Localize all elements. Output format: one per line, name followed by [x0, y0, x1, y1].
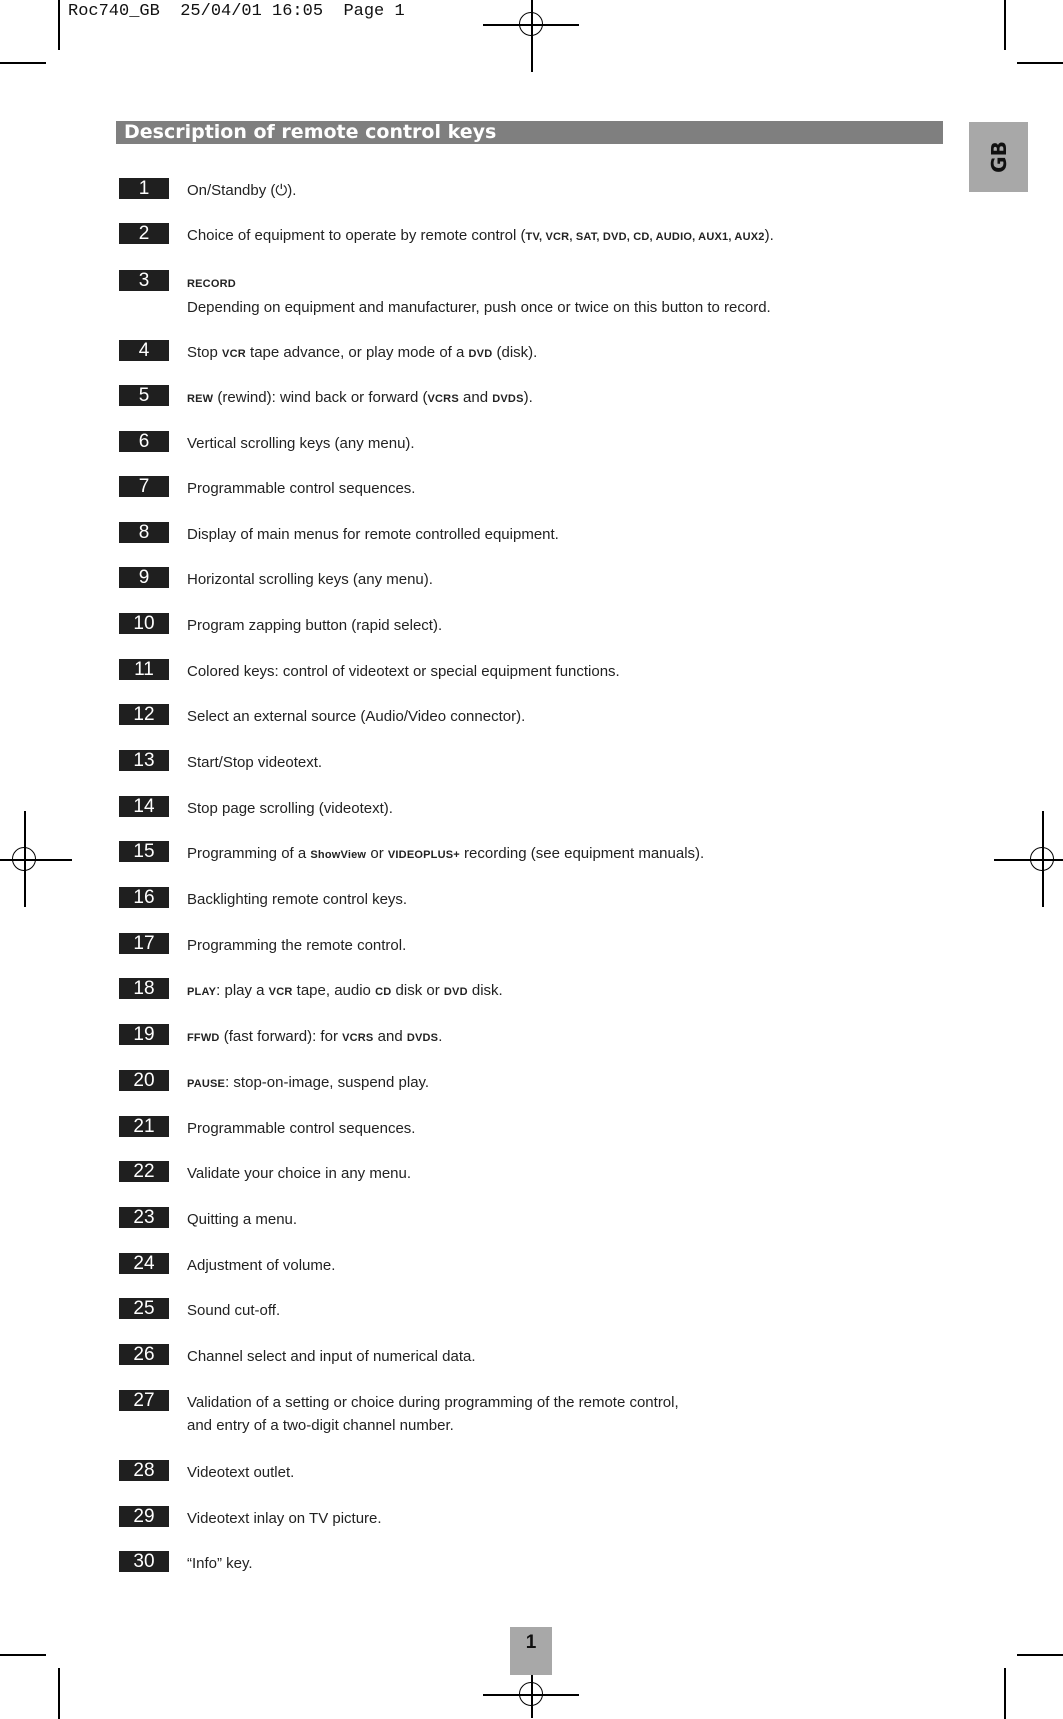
key-item-6 [119, 431, 969, 475]
section-header [116, 121, 943, 144]
key-description: Programmable control sequences. [187, 1120, 416, 1137]
key-number: 21 [119, 1116, 169, 1137]
key-description: Backlighting remote control keys. [187, 891, 408, 908]
key-description: Colored keys: control of videotext or special equipment functions. [187, 663, 620, 680]
print-slug: Roc740_GB 25/04/01 16:05 Page 1 [68, 2, 405, 21]
key-item-20 [119, 1070, 969, 1114]
key-number: 10 [119, 613, 169, 634]
key-number: 5 [119, 385, 169, 406]
registration-mark-top [507, 0, 555, 48]
key-description: Programming the remote control. [187, 937, 407, 954]
key-item-12 [119, 704, 969, 748]
key-description: “Info” key. [187, 1555, 253, 1572]
key-description: RECORD Depending on equipment and manufacturer, push once or twice on this button to record. [187, 278, 771, 316]
registration-mark-bottom [507, 1670, 555, 1718]
key-description: Choice of equipment to operate by remote control (TV, VCR, SAT, DVD, CD, AUDIO, AUX1, AUX2). [187, 227, 774, 244]
key-item-27 [119, 1390, 969, 1434]
key-number: 3 [119, 270, 169, 291]
key-description: Videotext outlet. [187, 1464, 295, 1481]
key-description: Display of main menus for remote controlled equipment. [187, 526, 559, 543]
key-description: Quitting a menu. [187, 1211, 298, 1228]
page-number: 1 [525, 1632, 537, 1653]
key-item-21 [119, 1116, 969, 1160]
key-item-22 [119, 1161, 969, 1205]
key-item-24 [119, 1253, 969, 1297]
key-description: REW (rewind): wind back or forward (VCRS and DVDS). [187, 389, 533, 406]
key-description: FFWD (fast forward): for VCRS and DVDS. [187, 1028, 443, 1045]
key-description: Horizontal scrolling keys (any menu). [187, 571, 433, 588]
key-description: Programmable control sequences. [187, 480, 416, 497]
key-number: 9 [119, 567, 169, 588]
key-number: 29 [119, 1506, 169, 1527]
key-item-7 [119, 476, 969, 520]
key-item-30 [119, 1551, 969, 1595]
key-number: 17 [119, 933, 169, 954]
key-description: On/Standby (⏻). [187, 182, 297, 199]
registration-mark-left [0, 835, 48, 883]
key-description: Channel select and input of numerical data. [187, 1348, 476, 1365]
page-number-box [510, 1627, 552, 1675]
key-item-18 [119, 978, 969, 1022]
key-item-17 [119, 933, 969, 977]
key-number: 6 [119, 431, 169, 452]
key-item-1 [119, 178, 969, 222]
crop-mark [1004, 1668, 1006, 1719]
key-description: Adjustment of volume. [187, 1257, 336, 1274]
key-description: Start/Stop videotext. [187, 754, 323, 771]
key-description: Stop VCR tape advance, or play mode of a DVD (disk). [187, 344, 538, 361]
crop-mark [58, 1668, 60, 1719]
section-title: Description of remote control keys [124, 121, 497, 143]
key-item-8 [119, 522, 969, 566]
key-item-26 [119, 1344, 969, 1388]
registration-mark-right [1018, 835, 1063, 883]
crop-mark [0, 62, 46, 64]
key-item-5 [119, 385, 969, 429]
key-item-19 [119, 1024, 969, 1068]
key-number: 24 [119, 1253, 169, 1274]
key-description: Program zapping button (rapid select). [187, 617, 443, 634]
language-tab [969, 122, 1028, 192]
key-number: 4 [119, 340, 169, 361]
key-description: Vertical scrolling keys (any menu). [187, 435, 415, 452]
key-item-10 [119, 613, 969, 657]
key-description: Validate your choice in any menu. [187, 1165, 412, 1182]
key-number: 19 [119, 1024, 169, 1045]
key-number: 23 [119, 1207, 169, 1228]
key-item-23 [119, 1207, 969, 1251]
key-description: Validation of a setting or choice during programming of the remote control, and entry of a two-digit channel number. [187, 1394, 679, 1434]
crop-mark [58, 0, 60, 50]
crop-mark [0, 1654, 46, 1656]
key-description: Programming of a ShowView or VIDEOPLUS+ recording (see equipment manuals). [187, 845, 705, 862]
key-number: 16 [119, 887, 169, 908]
key-description: Stop page scrolling (videotext). [187, 800, 393, 817]
key-item-2 [119, 223, 969, 267]
key-item-28 [119, 1460, 969, 1504]
key-number: 18 [119, 978, 169, 999]
key-item-3 [119, 270, 969, 314]
key-number: 26 [119, 1344, 169, 1365]
key-description: Select an external source (Audio/Video connector). [187, 708, 526, 725]
key-description: Videotext inlay on TV picture. [187, 1510, 382, 1527]
key-description: Sound cut-off. [187, 1302, 281, 1319]
key-number: 20 [119, 1070, 169, 1091]
key-description: PLAY: play a VCR tape, audio CD disk or DVD disk. [187, 982, 503, 999]
key-number: 22 [119, 1161, 169, 1182]
key-number: 27 [119, 1390, 169, 1411]
key-item-11 [119, 659, 969, 703]
key-number: 1 [119, 178, 169, 199]
key-number: 7 [119, 476, 169, 497]
key-number: 14 [119, 796, 169, 817]
key-number: 8 [119, 522, 169, 543]
key-number: 13 [119, 750, 169, 771]
crop-mark [1004, 0, 1006, 50]
key-item-14 [119, 796, 969, 840]
key-item-9 [119, 567, 969, 611]
crop-mark [1017, 62, 1063, 64]
key-number: 28 [119, 1460, 169, 1481]
key-number: 25 [119, 1298, 169, 1319]
key-number: 11 [119, 659, 169, 680]
key-item-25 [119, 1298, 969, 1342]
key-description: PAUSE: stop-on-image, suspend play. [187, 1074, 430, 1091]
key-item-13 [119, 750, 969, 794]
key-item-29 [119, 1506, 969, 1550]
key-number: 30 [119, 1551, 169, 1572]
key-item-4 [119, 340, 969, 384]
key-item-15 [119, 841, 969, 885]
crop-mark [1017, 1654, 1063, 1656]
key-item-16 [119, 887, 969, 931]
key-number: 2 [119, 223, 169, 244]
key-number: 15 [119, 841, 169, 862]
language-label: GB [986, 141, 1011, 173]
key-number: 12 [119, 704, 169, 725]
